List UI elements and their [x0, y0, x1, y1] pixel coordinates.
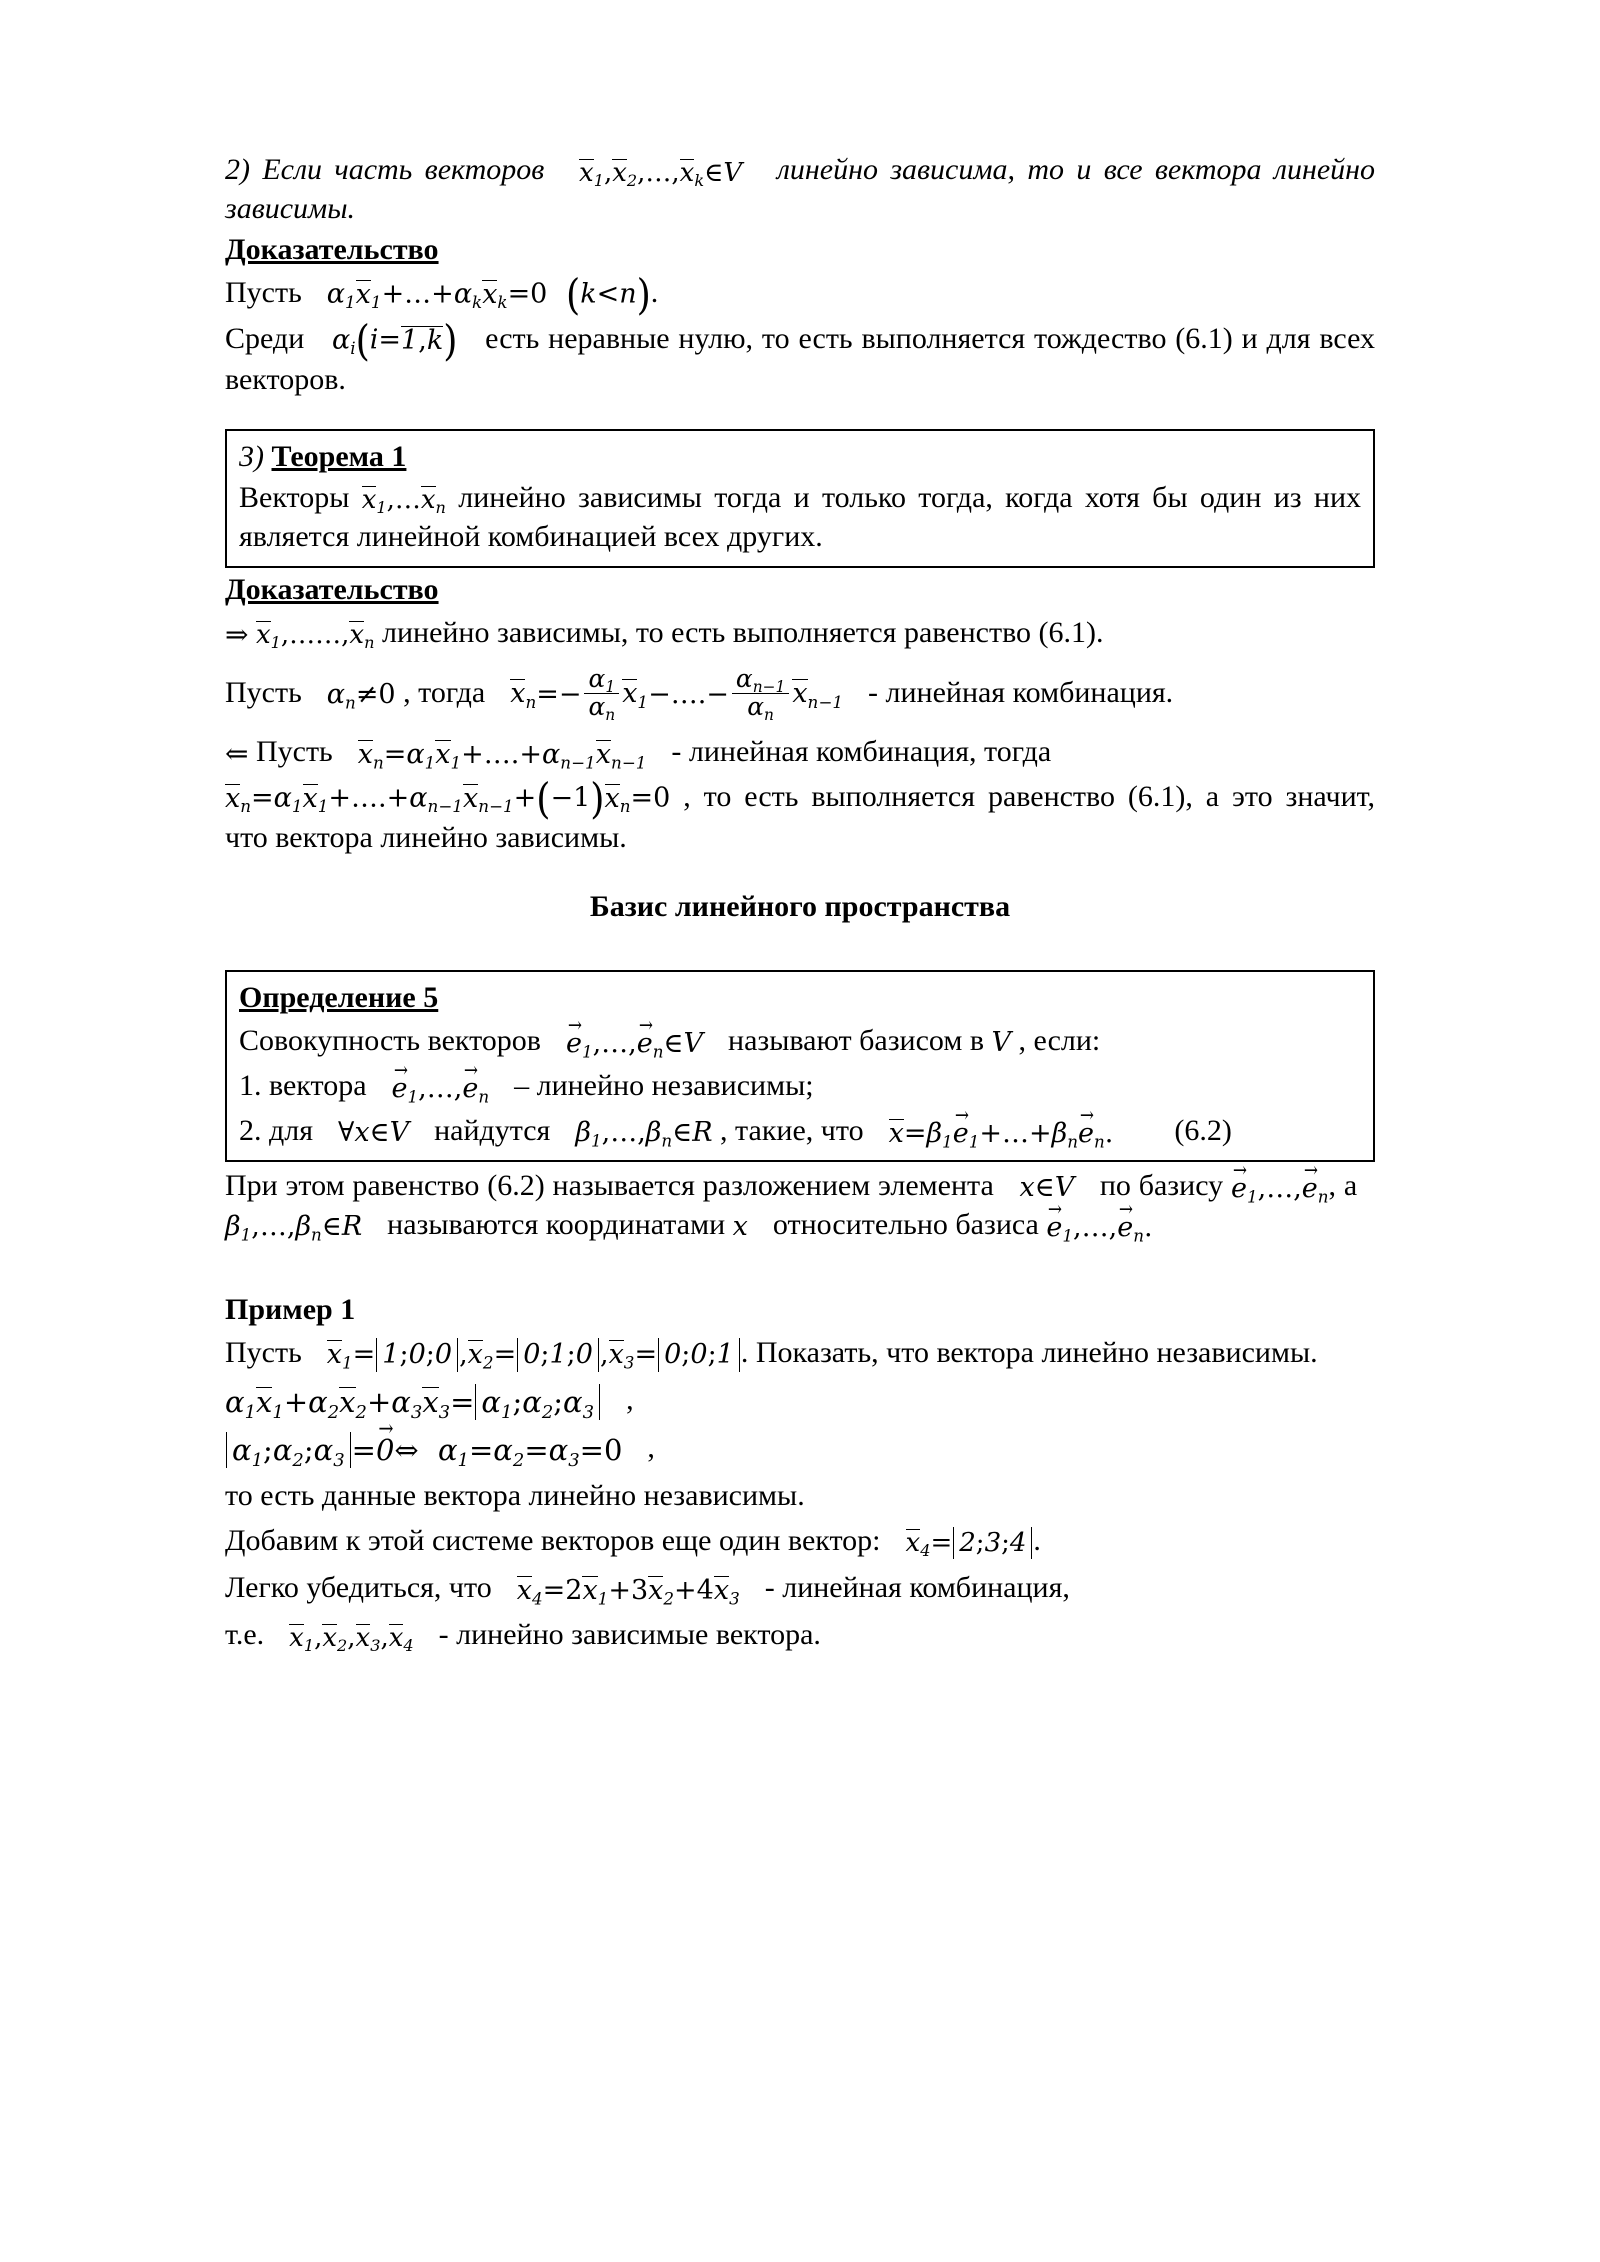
example-let-line: [225, 1333, 1375, 1372]
definition-box: [225, 970, 1375, 1162]
item2-vectors-formula: $x_1,x_2,\dots,x_k\in V$: [579, 157, 743, 190]
after-def-line2-end: относительно базиса: [772, 1207, 1039, 1241]
among-word: Среди: [225, 322, 305, 356]
after-def-line2-tail: называются координатами: [387, 1207, 726, 1241]
example-eq2-formula: $\alpha_1;\alpha_2;\alpha_3$ =→ 0⇔ $\alpha_1=\alpha_2=\alpha_3=0$: [225, 1432, 622, 1468]
example-eq1-line: [225, 1380, 1375, 1423]
example-all-vectors-formula: $x_1,x_2,x_3,x_4$: [289, 1622, 414, 1655]
definition-forall-formula: ∀x∈V: [338, 1117, 410, 1149]
definition-line-1: [239, 1021, 1361, 1060]
definition-item2-such: , такие, что: [720, 1113, 864, 1147]
example-combination-tail: - линейная комбинация,: [764, 1571, 1070, 1605]
example-add-vector-line: [225, 1521, 1375, 1560]
definition-space-symbol: V: [991, 1027, 1011, 1059]
definition-expansion-formula: $x=\beta_1\to$ $e_1+\dots+\beta_n\to e_n$.: [889, 1118, 1114, 1147]
example-te-label: т.е.: [225, 1618, 265, 1652]
item2-among-tail: есть неравные нулю, то есть выполняется тождество (6.1) и для всех векторов.: [225, 322, 1376, 396]
spacer: [225, 926, 1375, 970]
example-conclusion: то есть данные вектора линейно независимы.: [225, 1479, 805, 1513]
implies-left-icon: ⇐: [225, 737, 249, 771]
basis-formula-1: → $e_1,\dots,\to e_n$: [1231, 1173, 1329, 1202]
example-eq2-comma: ,: [647, 1430, 655, 1464]
proof-final-tail: , то есть выполняется равенство (6.1), а это значит, что вектора линейно зависимы.: [225, 780, 1376, 854]
example-eq2-line: [225, 1428, 1375, 1471]
after-def-betas-formula: $\beta_1,\dots,\beta_n\in R$: [225, 1211, 363, 1245]
definition-item2-mid: найдутся: [434, 1113, 551, 1147]
theorem-text-after: линейно зависимы тогда и только тогда, когда хотя бы один из них является линейной комбинацией всех других.: [239, 480, 1361, 553]
equation-number-62: (6.2): [1174, 1113, 1232, 1147]
proof-label-1: Доказательство: [225, 233, 439, 266]
x-symbol: x: [732, 1211, 748, 1243]
section-heading: Базис линейного пространства: [589, 889, 1011, 923]
proof-combination-formula: $x_n=\alpha_1x_1+\dots.+\alpha_{n-1}x_{n-1}$: [357, 739, 647, 773]
definition-item-2: [239, 1111, 1361, 1150]
after-definition-paragraph: [225, 1166, 1375, 1244]
spacer: [225, 859, 1375, 887]
element-membership-formula: x∈V: [1019, 1172, 1075, 1204]
definition-title: Определение 5: [239, 980, 439, 1014]
proof-zero-formula: $x_n=\alpha_1x_1+\dots.+\alpha_{n-1}x_{n-1}+(-1)x_n=0$: [225, 773, 671, 824]
example-easy-text: Легко убедиться, что: [225, 1571, 492, 1605]
definition-item2-before: 2. для: [239, 1113, 314, 1147]
definition-line1-after: называют базисом в: [728, 1023, 984, 1057]
definition-item1-formula: → $e_1,\dots,\to e_n$: [392, 1073, 490, 1102]
let-word-4: Пусть: [225, 1335, 302, 1369]
example-easy-line: [225, 1568, 1375, 1607]
definition-basis-formula: → $e_1,\dots,\to$ $e_n\in V$: [566, 1028, 703, 1057]
example-final-tail: - линейно зависимые вектора.: [438, 1618, 821, 1652]
proof-vectors-formula: $x_1,\dots\dots,x_n$: [255, 620, 375, 653]
let-word-1: Пусть: [225, 276, 302, 309]
spacer: [225, 401, 1375, 429]
definition-betas-formula: $\beta_1,\dots,\beta_n\in R$: [575, 1117, 713, 1151]
theorem-title-line: [239, 437, 1361, 476]
after-def-conj: , а: [1328, 1168, 1358, 1202]
item2-lead-text: 2) Если часть векторов: [225, 153, 545, 186]
example-add-text: Добавим к этой системе векторов еще один вектор:: [225, 1524, 881, 1558]
example-x4-combination-formula: $x_4=2x_1+3x_2+4x_3$: [516, 1575, 740, 1609]
example-vectors-formula: $x_1=$ 1;0;0 $,x_2=$ 0;1;0 $,x_3=$ 0;0;1: [327, 1338, 741, 1372]
implies-right-icon: ⇒: [225, 617, 249, 651]
let-word-3: Пусть: [255, 735, 333, 769]
theorem-title: Теорема 1: [271, 439, 407, 473]
example-x4-formula: $x_4=$ 2;3;4: [906, 1527, 1034, 1560]
example-eq1-comma: ,: [626, 1382, 634, 1416]
let-word-2: Пусть: [225, 675, 302, 709]
definition-item1-after: – линейно независимы;: [514, 1068, 814, 1102]
basis-formula-2: → $e_1,\dots,\to e_n$.: [1046, 1212, 1152, 1241]
item2-sum-formula: $\alpha_1x_1+\dots+\alpha_kx_k=0$ (k<n): [326, 269, 651, 319]
proof-backward-line: [225, 732, 1375, 771]
item2-statement: [225, 150, 1375, 228]
after-def-line1-tail: по базису: [1099, 1168, 1224, 1202]
proof-expansion-formula: $x_n=-$ $\frac{\alpha_1}{\alpha_n}$ $x_1-\dots.-$ $\frac{\alpha_{n-1}}{\alpha_n}$ $x_{n-1}$: [510, 664, 843, 725]
proof-zero-line: [225, 773, 1376, 856]
theorem-text-before: Векторы: [239, 480, 350, 514]
item2-alpha-index-formula: $\alpha_i(i=1,k)$: [331, 315, 458, 366]
proof-line1-tail: линейно зависимы, то есть выполняется равенство (6.1).: [381, 615, 1104, 649]
item2-let-line: [225, 269, 1375, 319]
spacer: [225, 1246, 1375, 1290]
definition-line1-before: Совокупность векторов: [239, 1023, 541, 1057]
definition-line1-end: , если:: [1018, 1023, 1101, 1057]
item2-tail-text: линейно зависима, то и все вектора линейно зависимы.: [225, 153, 1376, 225]
example-x4-period: .: [1033, 1524, 1041, 1558]
proof-label-2: Доказательство: [225, 572, 439, 606]
after-def-line1: При этом равенство (6.2) называется разложением элемента: [225, 1168, 994, 1202]
theorem-number-prefix: 3): [239, 439, 264, 473]
proof-combination-tail: - линейная комбинация, тогда: [671, 735, 1052, 769]
example-task-text: . Показать, что вектора линейно независимы.: [740, 1335, 1318, 1369]
definition-item1-before: 1. вектора: [239, 1068, 367, 1102]
theorem-statement: [239, 478, 1361, 556]
proof-condition-formula: $\alpha_n\ne 0$: [326, 679, 396, 713]
example-final-line: [225, 1615, 1375, 1654]
example-eq1-formula: $\alpha_1x_1+\alpha_2x_2+\alpha_3x_3=$ $\alpha_1;\alpha_2;\alpha_3$: [225, 1384, 601, 1420]
proof-then-word: , тогда: [403, 675, 486, 709]
example-title: Пример 1: [225, 1292, 356, 1326]
theorem-vectors-formula: $x_1,\dots x_n$: [361, 485, 446, 518]
definition-item-1: [239, 1066, 1361, 1105]
item2-period: .: [650, 276, 659, 309]
proof-let-line: [225, 664, 1375, 725]
proof-forward-line: [225, 613, 1375, 652]
item2-among-line: [225, 315, 1376, 398]
theorem-box: [225, 429, 1375, 568]
proof-result-tail: - линейная комбинация.: [868, 675, 1174, 709]
